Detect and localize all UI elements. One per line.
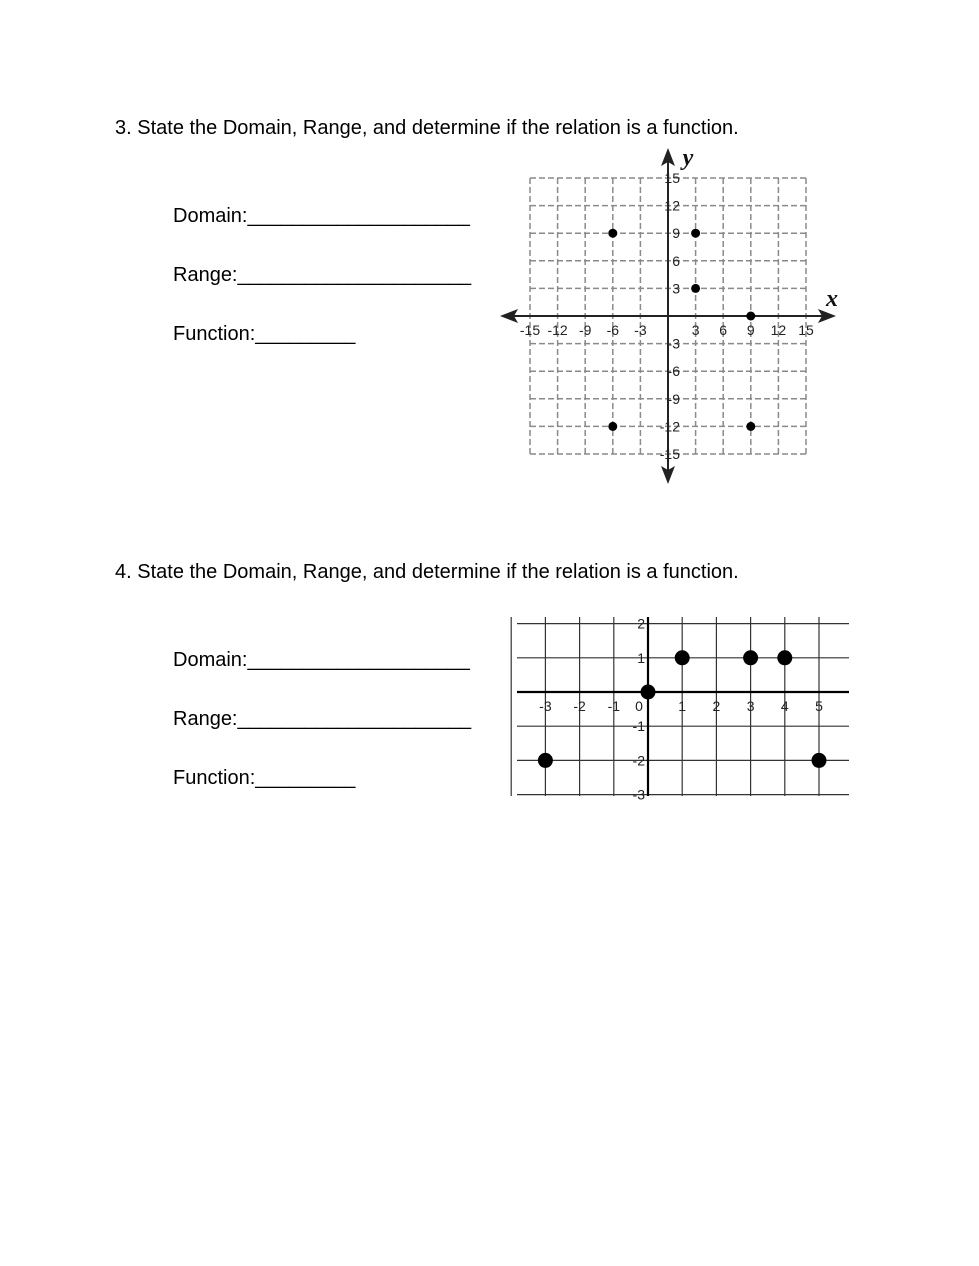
- x-tick-label: 9: [746, 322, 755, 338]
- x-tick-label: 1: [678, 698, 687, 714]
- q3-function-field[interactable]: Function:_________: [173, 323, 356, 345]
- data-point: [812, 753, 827, 768]
- x-tick-label: -3: [634, 322, 647, 338]
- y-tick-label: 6: [672, 252, 680, 269]
- y-tick-label: 2: [637, 615, 645, 632]
- x-axis-label: x: [826, 286, 838, 312]
- x-tick-label: -15: [519, 322, 541, 338]
- y-tick-label: -12: [659, 418, 680, 435]
- q3-range-field[interactable]: Range:_____________________: [173, 264, 472, 286]
- data-point: [675, 650, 690, 665]
- q3-domain-field[interactable]: Domain:____________________: [173, 205, 470, 227]
- data-point: [743, 650, 758, 665]
- x-tick-label: 15: [798, 322, 814, 338]
- y-tick-label: -6: [667, 363, 680, 380]
- data-point: [641, 685, 656, 700]
- x-tick-label: 2: [712, 698, 721, 714]
- data-point: [538, 753, 553, 768]
- y-tick-label: 15: [664, 170, 680, 186]
- x-tick-label: 5: [815, 698, 823, 714]
- y-tick-label: -3: [667, 335, 680, 352]
- data-point: [777, 650, 792, 665]
- question-4-prompt: 4. State the Domain, Range, and determine if the relation is a function.: [115, 561, 739, 583]
- x-tick-label: 0: [635, 698, 643, 714]
- x-tick-label: -2: [573, 698, 586, 714]
- q4-range-field[interactable]: Range:_____________________: [173, 708, 472, 730]
- y-tick-label: -9: [667, 390, 680, 407]
- q4-function-field[interactable]: Function:_________: [173, 767, 356, 789]
- x-tick-label: 3: [746, 698, 755, 714]
- y-tick-label: -3: [632, 786, 645, 803]
- x-tick-label: -12: [547, 322, 568, 338]
- y-tick-label: -15: [659, 446, 680, 462]
- y-tick-label: 3: [672, 280, 680, 297]
- q4-domain-field[interactable]: Domain:____________________: [173, 649, 470, 671]
- x-tick-label: -1: [607, 698, 621, 714]
- x-tick-label: -9: [578, 322, 592, 338]
- x-tick-label: 12: [770, 322, 787, 338]
- y-tick-label: 9: [672, 225, 680, 242]
- x-tick-label: 3: [691, 322, 700, 338]
- y-tick-label: 12: [664, 197, 680, 214]
- x-tick-label: 4: [780, 698, 789, 714]
- x-tick-label: 6: [719, 322, 728, 338]
- x-tick-label: -3: [539, 698, 552, 714]
- x-tick-label: -6: [606, 322, 620, 338]
- question-3-prompt: 3. State the Domain, Range, and determine if the relation is a function.: [115, 117, 739, 139]
- y-tick-label: -1: [632, 718, 645, 735]
- y-tick-label: 1: [637, 649, 645, 666]
- y-tick-label: -2: [632, 752, 645, 769]
- y-axis-label: y: [682, 145, 694, 171]
